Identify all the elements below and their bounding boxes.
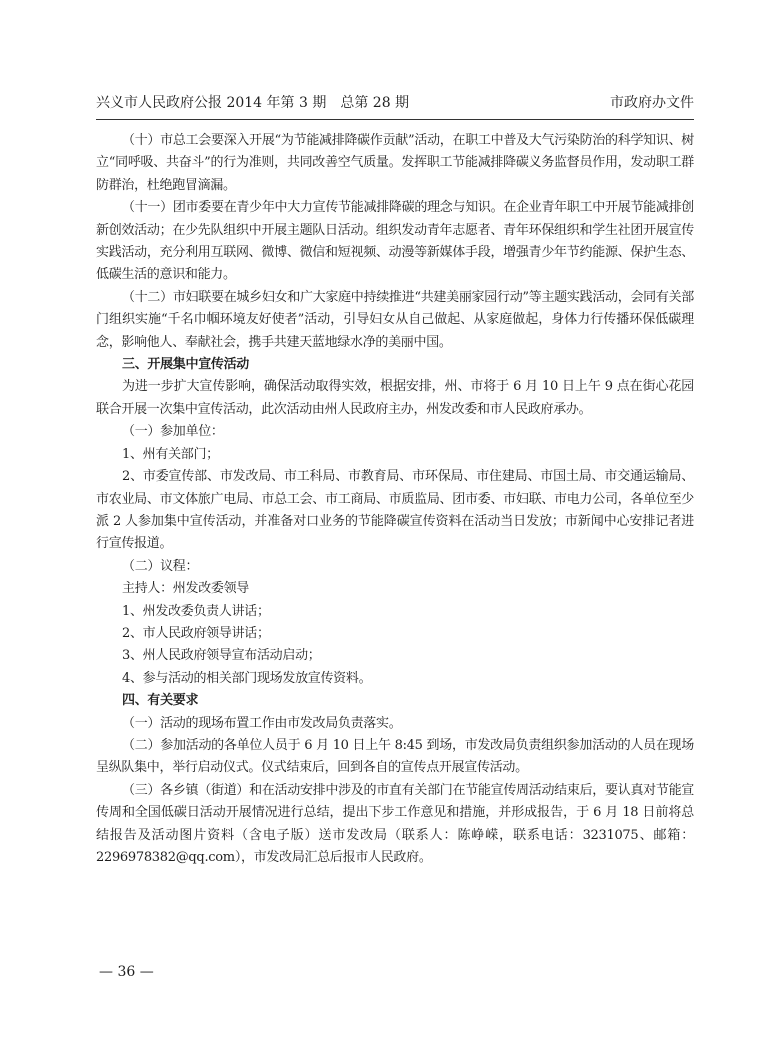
- section-heading-campaign: 三、开展集中宣传活动: [122, 357, 250, 373]
- agenda-item-3: 3、州人民政府领导宣布活动启动；: [122, 648, 321, 664]
- requirement-2: （二）参加活动的各单位人员于 6 月 10 日上午 8:45 到场，市发改局负责组织参加活动的人员在现场呈纵队集中，举行启动仪式。仪式结束后，回到各自的宣传点开展宣传活动。: [96, 737, 694, 776]
- page-number: — 36 —: [99, 964, 154, 980]
- agenda-item-4: 4、参与活动的相关部门现场发放宣传资料。: [122, 670, 372, 686]
- list-item-prefecture-departments: 1、州有关部门；: [122, 446, 219, 462]
- subheading-agenda: （二）议程：: [122, 558, 199, 574]
- paragraph-union-tasks: （十）市总工会要深入开展“为节能减排降碳作贡献”活动，在职工中普及大气污染防治的科学知识、树立“同呼吸、共奋斗”的行为准则，共同改善空气质量。发挥职工节能减排降碳义务监督员作用，发动职工群防群治，杜绝跑冒滴漏。: [96, 133, 694, 193]
- section-heading-requirements: 四、有关要求: [122, 693, 199, 709]
- paragraph-campaign-intro: 为进一步扩大宣传影响，确保活动取得实效，根据安排，州、市将于 6 月 10 日上午 9 点在街心花园联合开展一次集中宣传活动，此次活动由州人民政府主办，州发改委和市人民政府承办。: [96, 379, 694, 417]
- document-body: [96, 130, 694, 869]
- list-item-city-departments: 2、市委宣传部、市发改局、市工科局、市教育局、市环保局、市住建局、市国土局、市交通运输局、市农业局、市文体旅广电局、市总工会、市工商局、市质监局、团市委、市妇联、市电力公司，各单位至少派 2 人参加集中宣传活动，并准备对口业务的节能降碳宣传资料在活动当日发放；市新闻中心安排记者进行宣传报道。: [96, 469, 694, 552]
- agenda-item-1: 1、州发改委负责人讲话；: [122, 603, 270, 619]
- requirement-1: （一）活动的现场布置工作由市发改局负责落实。: [122, 715, 402, 731]
- header-publication-title: 兴义市人民政府公报 2014 年第 3 期 总第 28 期: [96, 95, 410, 111]
- paragraph-youth-league-tasks: （十一）团市委要在青少年中大力宣传节能减排降碳的理念与知识。在企业青年职工中开展节能减排创新创效活动；在少先队组织中开展主题队日活动。组织发动青年志愿者、青年环保组织和学生社团开展宣传实践活动，充分利用互联网、微博、微信和短视频、动漫等新媒体手段，增强青少年节约能源、保护生态、低碳生活的意识和能力。: [96, 200, 694, 283]
- requirement-3: （三）各乡镇（街道）和在活动安排中涉及的市直有关部门在节能宣传周活动结束后，要认真对节能宣传周和全国低碳日活动开展情况进行总结，提出下步工作意见和措施，并形成报告，于 6 月 18 日前将总结报告及活动图片资料（含电子版）送市发改局（联系人：陈峥嵘，联系电话：3231075、邮箱：2296978382@qq.com），市发改局汇总后报市人民政府。: [96, 782, 694, 865]
- agenda-item-2: 2、市人民政府领导讲话；: [122, 625, 270, 641]
- header-section-label: 市政府办文件: [610, 95, 694, 111]
- header-divider: [96, 119, 694, 120]
- paragraph-womens-federation-tasks: （十二）市妇联要在城乡妇女和广大家庭中持续推进“共建美丽家园行动”等主题实践活动，会同有关部门组织实施“千名巾帼环境友好使者”活动，引导妇女从自己做起、从家庭做起，身体力行传播环保低碳理念，影响他人、奉献社会，携手共建天蓝地绿水净的美丽中国。: [96, 289, 694, 350]
- subheading-participants: （一）参加单位：: [122, 424, 224, 440]
- agenda-host: 主持人：州发改委领导: [122, 581, 250, 597]
